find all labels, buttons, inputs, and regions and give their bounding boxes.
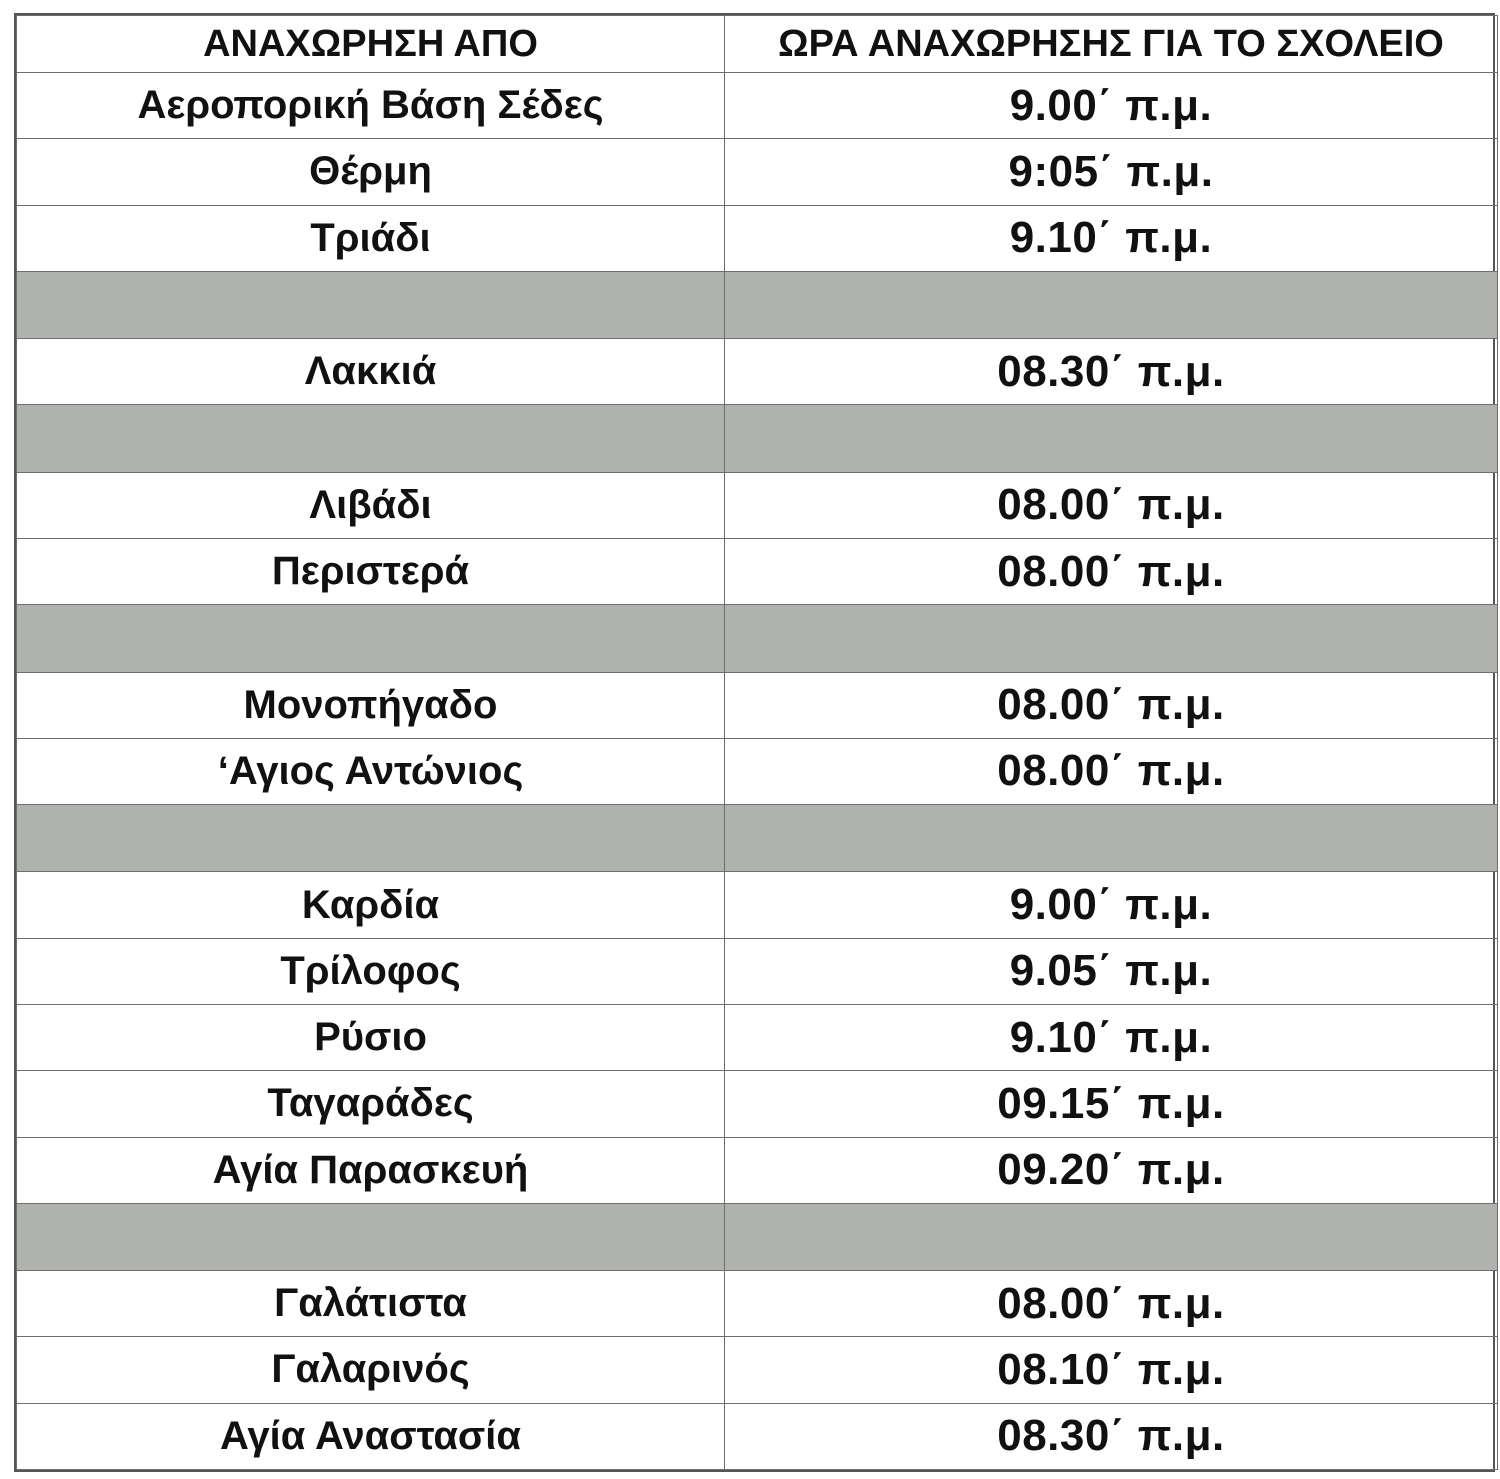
origin-cell: Αεροπορική Βάση Σέδες [17,73,725,139]
separator-row [17,805,1498,872]
table-row [17,205,1498,271]
departure-time-cell: 9.10΄ π.μ. [725,1004,1498,1070]
separator-cell [17,271,725,338]
origin-cell: Περιστερά [17,538,725,604]
origin-cell: ‘Αγιος Αντώνιος [17,738,725,804]
departure-time-cell: 08.10΄ π.μ. [725,1337,1498,1403]
separator-cell [17,405,725,472]
departure-time-cell: 9.00΄ π.μ. [725,73,1498,139]
separator-cell [725,1203,1498,1270]
departure-time-cell: 08.30΄ π.μ. [725,1403,1498,1469]
origin-cell: Λακκιά [17,339,725,405]
separator-cell [17,605,725,672]
departure-time-cell: 08.00΄ π.μ. [725,738,1498,804]
departure-time-cell: 09.20΄ π.μ. [725,1137,1498,1203]
departure-time-cell: 08.00΄ π.μ. [725,672,1498,738]
header-origin: ΑΝΑΧΩΡΗΣΗ ΑΠΟ [17,16,725,73]
origin-cell: Θέρμη [17,139,725,205]
origin-cell: Ρύσιο [17,1004,725,1070]
table-row [17,1004,1498,1070]
separator-row [17,405,1498,472]
table-row [17,472,1498,538]
separator-row [17,271,1498,338]
table-row [17,938,1498,1004]
schedule-body [17,73,1498,1470]
table-row [17,1137,1498,1203]
separator-cell [725,405,1498,472]
origin-cell: Λιβάδι [17,472,725,538]
table-row [17,538,1498,604]
table-row [17,738,1498,804]
table-row [17,1337,1498,1403]
departure-time-cell: 9.10΄ π.μ. [725,205,1498,271]
table-row [17,672,1498,738]
header-row [17,16,1498,73]
separator-cell [725,271,1498,338]
origin-cell: Αγία Αναστασία [17,1403,725,1469]
departure-time-cell: 08.30΄ π.μ. [725,339,1498,405]
origin-cell: Ταγαράδες [17,1071,725,1137]
origin-cell: Αγία Παρασκευή [17,1137,725,1203]
departure-time-cell: 08.00΄ π.μ. [725,538,1498,604]
table-row [17,339,1498,405]
departure-time-cell: 08.00΄ π.μ. [725,1271,1498,1337]
departure-schedule-table [16,15,1498,1470]
table-row [17,139,1498,205]
origin-cell: Γαλαρινός [17,1337,725,1403]
departure-time-cell: 9:05΄ π.μ. [725,139,1498,205]
separator-row [17,605,1498,672]
departure-time-cell: 09.15΄ π.μ. [725,1071,1498,1137]
separator-cell [17,1203,725,1270]
origin-cell: Τριάδι [17,205,725,271]
departure-time-cell: 08.00΄ π.μ. [725,472,1498,538]
table-row [17,1403,1498,1469]
origin-cell: Μονοπήγαδο [17,672,725,738]
table-row [17,73,1498,139]
origin-cell: Τρίλοφος [17,938,725,1004]
separator-cell [17,805,725,872]
separator-cell [725,805,1498,872]
schedule-sheet [14,13,1495,1472]
separator-row [17,1203,1498,1270]
separator-cell [725,605,1498,672]
departure-time-cell: 9.00΄ π.μ. [725,872,1498,938]
origin-cell: Γαλάτιστα [17,1271,725,1337]
table-row [17,872,1498,938]
table-row [17,1071,1498,1137]
departure-time-cell: 9.05΄ π.μ. [725,938,1498,1004]
header-departure-time: ΩΡΑ ΑΝΑΧΩΡΗΣΗΣ ΓΙΑ ΤΟ ΣΧΟΛΕΙΟ [725,16,1498,73]
origin-cell: Καρδία [17,872,725,938]
table-row [17,1271,1498,1337]
